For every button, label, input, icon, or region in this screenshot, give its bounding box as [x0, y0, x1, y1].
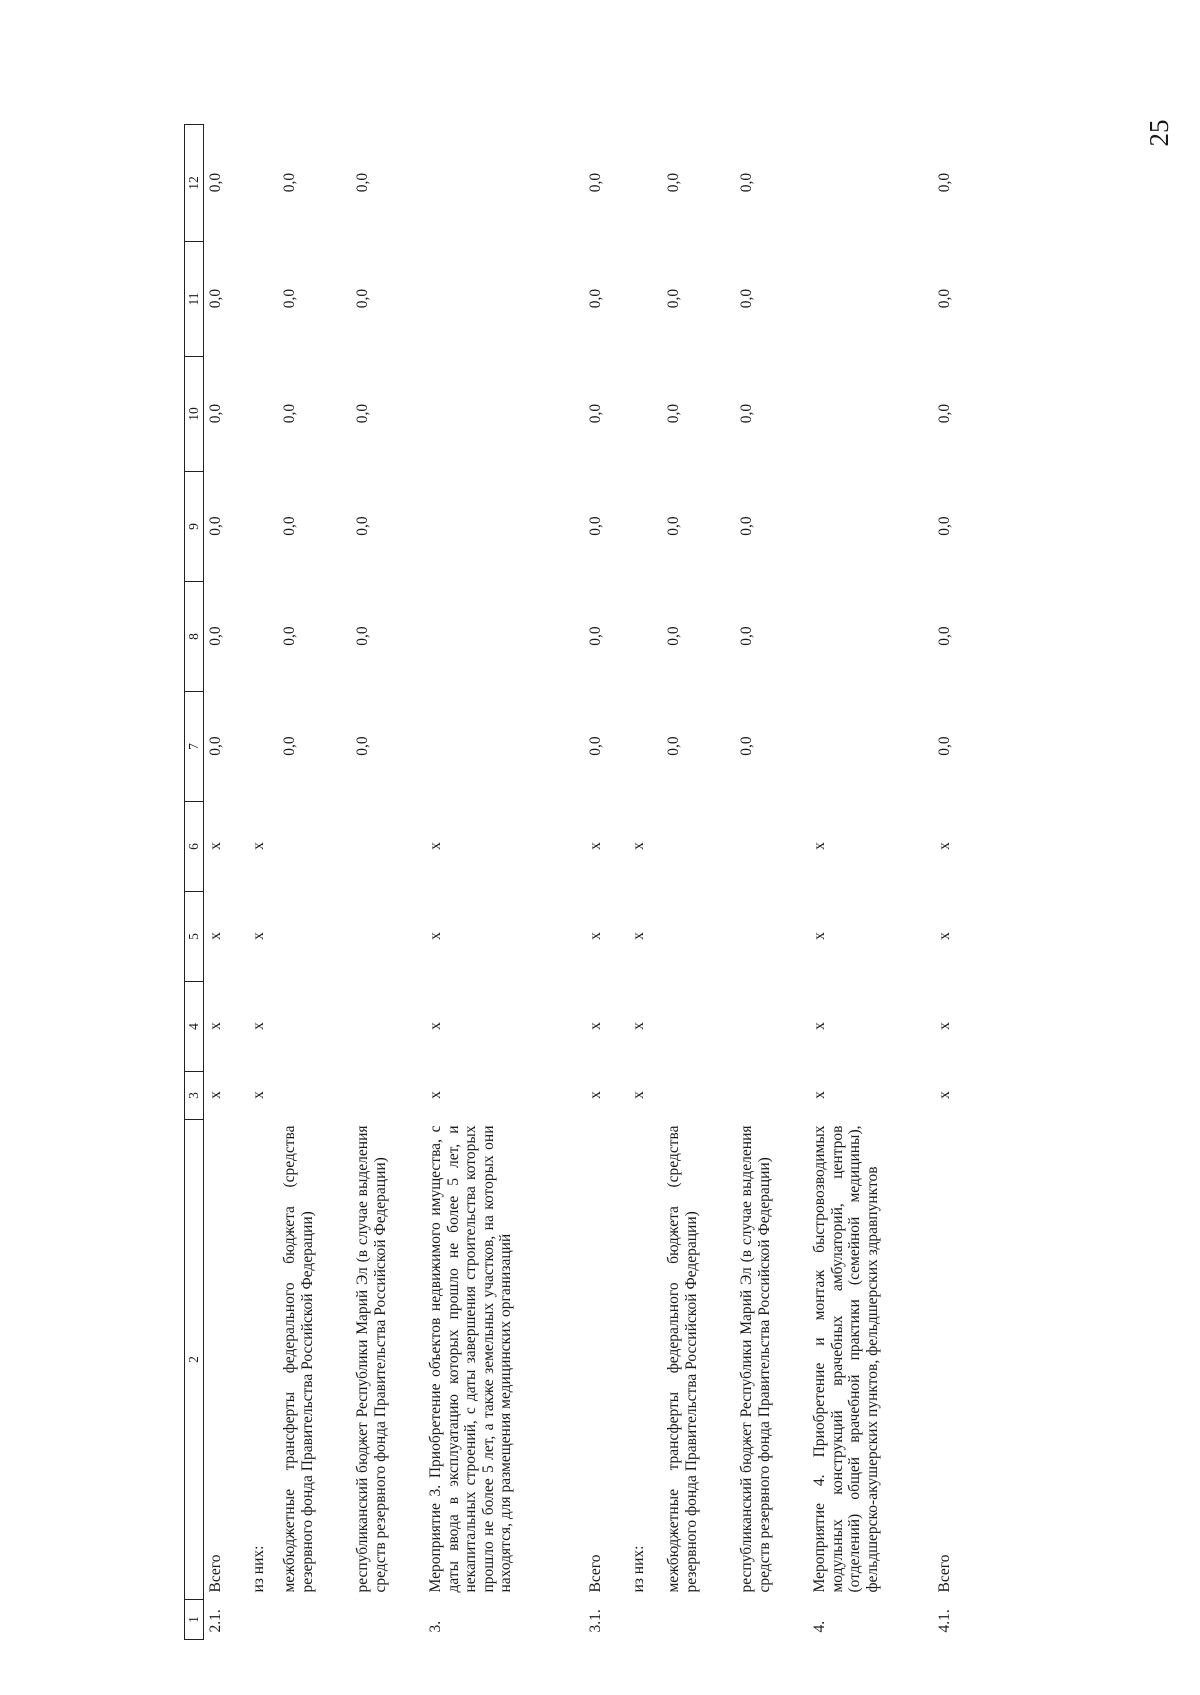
value-cell: x [250, 842, 267, 850]
row-number-cell [247, 1600, 278, 1640]
value-cell: 0,0 [281, 736, 298, 756]
value-cell: x [630, 1091, 647, 1099]
value-cell: x [250, 932, 267, 940]
value-cell: 0,0 [354, 736, 371, 756]
value-cell: 0,0 [738, 403, 755, 424]
rotated-table-container [184, 125, 994, 1640]
table-row [424, 125, 584, 1640]
value-cell: 0,0 [354, 172, 371, 193]
value-cell [808, 692, 933, 802]
value-cell [735, 1072, 808, 1120]
header-cell-col-12: 12 [185, 125, 204, 242]
value-cell: 0,0 [936, 172, 953, 193]
row-description-cell: республиканский бюджет Республики Марий Эл (в случае выделения средств резервного фонда Правительства Российской Федерации) [738, 1125, 773, 1593]
value-cell: x [630, 1022, 647, 1030]
header-cell-col-6: 6 [185, 802, 204, 892]
value-cell [662, 1072, 735, 1120]
value-cell [808, 472, 933, 582]
table-row [247, 125, 278, 1640]
value-cell: x [427, 1022, 444, 1030]
value-cell [735, 802, 808, 892]
value-cell: 0,0 [738, 172, 755, 193]
value-cell [278, 982, 351, 1072]
table-header-row [185, 125, 204, 1640]
value-cell: x [207, 932, 224, 940]
value-cell: 0,0 [207, 736, 224, 756]
value-cell [351, 802, 424, 892]
row-number-cell [351, 1600, 424, 1640]
value-cell: 0,0 [281, 403, 298, 424]
value-cell: 0,0 [936, 288, 953, 309]
header-cell-col-9: 9 [185, 472, 204, 582]
row-number-cell [278, 1600, 351, 1640]
value-cell: x [811, 842, 828, 850]
value-cell: x [587, 1091, 604, 1099]
value-cell: 0,0 [587, 403, 604, 424]
row-description-cell: республиканский бюджет Республики Марий Эл (в случае выделения средств резервного фонда Правительства Российской Федерации) [354, 1125, 389, 1593]
value-cell: 0,0 [665, 736, 682, 756]
value-cell [808, 242, 933, 357]
row-description-cell: из них: [630, 1545, 647, 1593]
value-cell: 0,0 [207, 288, 224, 309]
value-cell [424, 357, 584, 472]
value-cell [662, 802, 735, 892]
value-cell [247, 357, 278, 472]
value-cell: x [587, 842, 604, 850]
value-cell: x [936, 932, 953, 940]
value-cell: 0,0 [936, 403, 953, 424]
value-cell: 0,0 [354, 403, 371, 424]
header-cell-col-2: 2 [185, 1120, 204, 1600]
value-cell: 0,0 [665, 403, 682, 424]
row-number-cell: 4.1. [936, 1609, 953, 1633]
value-cell [662, 892, 735, 982]
value-cell: 0,0 [587, 516, 604, 536]
value-cell: 0,0 [207, 403, 224, 424]
value-cell: 0,0 [587, 736, 604, 756]
row-description-cell: межбюджетные трансферты федерального бюджета (средства резервного фонда Правительства Российской Федерации) [281, 1125, 316, 1593]
row-number-cell: 3.1. [587, 1609, 604, 1633]
header-cell-col-1: 1 [185, 1600, 204, 1640]
row-number-cell [627, 1600, 662, 1640]
value-cell: x [936, 1022, 953, 1030]
value-cell [808, 582, 933, 692]
value-cell: x [811, 1022, 828, 1030]
table-row [351, 125, 424, 1640]
table-row [933, 125, 968, 1640]
value-cell: 0,0 [281, 172, 298, 193]
value-cell: x [207, 1091, 224, 1099]
value-cell [424, 242, 584, 357]
row-description-cell: межбюджетные трансферты федерального бюджета (средства резервного фонда Правительства Российской Федерации) [665, 1125, 700, 1593]
row-description-cell: Всего [587, 1554, 604, 1593]
header-cell-col-7: 7 [185, 692, 204, 802]
value-cell [735, 982, 808, 1072]
value-cell: 0,0 [665, 626, 682, 646]
row-number-cell [662, 1600, 735, 1640]
value-cell: x [427, 842, 444, 850]
value-cell: 0,0 [281, 516, 298, 536]
value-cell [627, 242, 662, 357]
row-number-cell: 4. [811, 1620, 828, 1633]
value-cell [247, 242, 278, 357]
value-cell: 0,0 [281, 288, 298, 309]
value-cell: x [250, 1022, 267, 1030]
value-cell [627, 472, 662, 582]
value-cell: 0,0 [665, 288, 682, 309]
value-cell [247, 125, 278, 242]
value-cell [247, 472, 278, 582]
value-cell: 0,0 [665, 172, 682, 193]
value-cell: 0,0 [738, 288, 755, 309]
value-cell: x [207, 842, 224, 850]
header-cell-col-11: 11 [185, 242, 204, 357]
value-cell: 0,0 [936, 736, 953, 756]
value-cell [424, 472, 584, 582]
row-description-cell: Мероприятие 4. Приобретение и монтаж быстровозводимых модульных конструкций врачебных амбулаторий, центров (отделений) общей врачебной практики (семейной медицины), фельдшерско-акушерских пунктов, фельдшерских здравпунктов [811, 1125, 881, 1593]
header-cell-col-10: 10 [185, 357, 204, 472]
value-cell: 0,0 [587, 626, 604, 646]
value-cell: x [587, 932, 604, 940]
value-cell: x [936, 1091, 953, 1099]
row-number-cell [735, 1600, 808, 1640]
value-cell: x [587, 1022, 604, 1030]
value-cell [662, 982, 735, 1072]
page-number: 25 [1144, 119, 1174, 147]
table-row [627, 125, 662, 1640]
value-cell [424, 692, 584, 802]
value-cell [247, 582, 278, 692]
value-cell [627, 125, 662, 242]
value-cell: x [936, 842, 953, 850]
value-cell [627, 357, 662, 472]
value-cell: x [250, 1091, 267, 1099]
header-cell-col-4: 4 [185, 982, 204, 1072]
table-row [662, 125, 735, 1640]
row-description-cell: Всего [936, 1554, 953, 1593]
value-cell: x [811, 932, 828, 940]
value-cell [808, 125, 933, 242]
value-cell [351, 892, 424, 982]
value-cell: 0,0 [354, 288, 371, 309]
value-cell [278, 1072, 351, 1120]
budget-table [184, 124, 968, 1640]
value-cell: x [630, 842, 647, 850]
value-cell [627, 692, 662, 802]
value-cell [627, 582, 662, 692]
value-cell: x [630, 932, 647, 940]
value-cell: 0,0 [587, 172, 604, 193]
value-cell: 0,0 [281, 626, 298, 646]
value-cell: 0,0 [207, 626, 224, 646]
table-row [735, 125, 808, 1640]
value-cell: 0,0 [354, 626, 371, 646]
table-row [584, 125, 627, 1640]
value-cell [808, 357, 933, 472]
value-cell: x [811, 1091, 828, 1099]
value-cell [351, 1072, 424, 1120]
row-number-cell: 2.1. [207, 1609, 224, 1633]
value-cell [247, 692, 278, 802]
value-cell: 0,0 [738, 516, 755, 536]
table-row [808, 125, 933, 1640]
value-cell: 0,0 [738, 626, 755, 646]
value-cell: 0,0 [207, 172, 224, 193]
value-cell: x [427, 1091, 444, 1099]
value-cell [351, 982, 424, 1072]
row-description-cell: Всего [207, 1554, 224, 1593]
value-cell: 0,0 [587, 288, 604, 309]
value-cell [424, 582, 584, 692]
value-cell [278, 802, 351, 892]
value-cell: x [427, 932, 444, 940]
value-cell [278, 892, 351, 982]
value-cell [424, 125, 584, 242]
row-number-cell: 3. [427, 1620, 444, 1633]
value-cell: 0,0 [207, 516, 224, 536]
row-description-cell: Мероприятие 3. Приобретение объектов недвижимого имущества, с даты ввода в эксплуатацию которых прошло не более 5 лет, и некапитальных строений, с даты завершения строительства которых прошло не более 5 лет, а также земельных участков, на которых они находятся, для размещения медицинских организаций [427, 1125, 514, 1593]
value-cell: 0,0 [936, 626, 953, 646]
header-cell-col-5: 5 [185, 892, 204, 982]
value-cell [735, 892, 808, 982]
value-cell: x [207, 1022, 224, 1030]
value-cell: 0,0 [354, 516, 371, 536]
table-row [278, 125, 351, 1640]
value-cell: 0,0 [738, 736, 755, 756]
header-cell-col-3: 3 [185, 1072, 204, 1120]
value-cell: 0,0 [665, 516, 682, 536]
header-cell-col-8: 8 [185, 582, 204, 692]
table-row [204, 125, 248, 1640]
value-cell: 0,0 [936, 516, 953, 536]
row-description-cell: из них: [250, 1545, 267, 1593]
